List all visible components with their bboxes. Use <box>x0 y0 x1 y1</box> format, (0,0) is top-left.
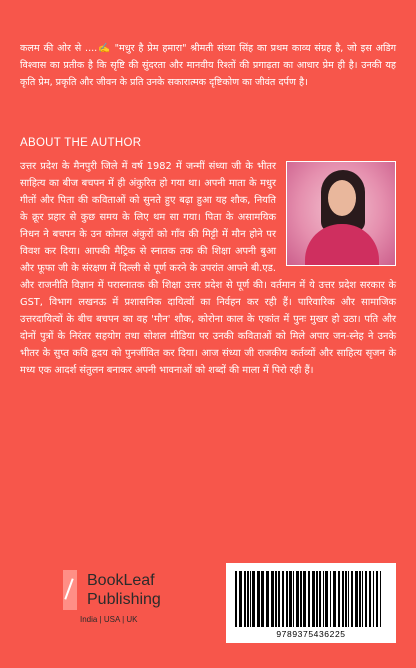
barcode-bar <box>271 571 274 627</box>
barcode-bar <box>369 571 371 627</box>
barcode-bar <box>362 571 363 627</box>
barcode-bar <box>348 571 349 627</box>
barcode-bar <box>286 571 288 627</box>
barcode-bar <box>266 571 269 627</box>
barcode-bar <box>338 571 340 627</box>
barcode-bar <box>257 571 260 627</box>
barcode-bar <box>293 571 294 627</box>
author-photo-face <box>328 180 356 216</box>
barcode-bar <box>316 571 318 627</box>
isbn-number: 9789375436225 <box>276 629 346 639</box>
barcode-bar <box>319 571 321 627</box>
barcode-bar <box>342 571 344 627</box>
foreword-text: कलम की ओर से ....✍️ "मधुर है प्रेम हमारा" श्रीमती संध्या सिंह का प्रथम काव्य संग्रह है, जो इस अडिग विश्वास का प्रतीक है कि सृष्टि की सुंदरता और मानवीय रिश्तों की प्रगाढ़ता का आधार प्रेम ही है। उनकी यह कृति प्रेम, प्रकृति और जीवन के प्रति उनके सकारात्मक दृष्टिकोण का जीवंत दर्पण है। <box>20 43 396 88</box>
barcode-bar <box>244 571 246 627</box>
publisher-name <box>87 571 161 609</box>
barcode-bar <box>300 571 302 627</box>
barcode-bar <box>296 571 299 627</box>
barcode-bar <box>303 571 306 627</box>
barcode-bar <box>323 571 324 627</box>
barcode-bar <box>345 571 347 627</box>
barcode-bar <box>365 571 367 627</box>
barcode-bar <box>239 571 242 627</box>
publisher-logo-mark-icon <box>63 570 77 610</box>
barcode-bar <box>325 571 328 627</box>
barcode-bar <box>289 571 292 627</box>
barcode-bar <box>235 571 237 627</box>
publisher-name-line1: BookLeaf <box>87 572 155 589</box>
barcode-bar <box>376 571 378 627</box>
author-photo <box>286 161 396 266</box>
publisher-name-line2: Publishing <box>87 591 161 608</box>
barcode <box>226 563 396 643</box>
barcode-bar <box>333 571 336 627</box>
barcode-bar <box>355 571 358 627</box>
barcode-bar <box>278 571 280 627</box>
barcode-bar <box>359 571 361 627</box>
author-bio <box>20 158 396 379</box>
barcode-bar <box>351 571 353 627</box>
barcode-bar <box>380 571 381 627</box>
barcode-bars <box>235 571 387 627</box>
barcode-bar <box>252 571 255 627</box>
barcode-bar <box>247 571 249 627</box>
author-photo-body <box>305 224 379 266</box>
publisher-locations: India | USA | UK <box>80 615 138 624</box>
barcode-bar <box>282 571 284 627</box>
barcode-bar <box>330 571 331 627</box>
barcode-bar <box>275 571 277 627</box>
barcode-bar <box>312 571 315 627</box>
author-bio-text: उत्तर प्रदेश के मैनपुरी जिले में वर्ष 1982 में जन्मीं संध्या जी के भीतर साहित्य का बीज बचपन में ही अंकुरित हो गया था। अपनी माता के मधुर गीतों और पिता की कविताओं को सुनते हुए बढ़ा हुआ यह शौक, नियति के क्रूर प्रहार से कुछ समय के लिए थम सा गया। पिता के असामयिक निधन ने बचपन के उन कोमल अंकुरों को गाँव की मिट्टी में मौन होने पर विवश कर दिया। आपकी मैट्रिक से स्नातक तक की शिक्षा अपनी बुआ और फूफा जी के संरक्षण में दिल्ली से पूर्ण करने के उपरांत आपने बी.एड. और राजनीति विज्ञान में परास्नातक की शिक्षा उत्तर प्रदेश से पूर्ण की। वर्तमान में ये उत्तर प्रदेश सरकार के GST, विभाग लखनऊ में प्रशासनिक दायित्वों का निर्वहन कर रही हैं। पारिवारिक और सामाजिक उत्तरदायित्वों के बीच बचपन का वह 'मौन' शौक, कोरोना काल के एकांत में पुनः मुखर हो उठा। पति और दोनों पुत्रों के निरंतर सहयोग तथा सोशल मीडिया पर उनकी कविताओं को मिले अपार जन-स्नेह ने उनके भीतर के सुप्त कवि हृदय को पुनर्जीवित कर दिया। आज संध्या जी राजकीय कर्तव्यों और साहित्य सृजन के मध्य एक आदर्श संतुलन बनाकर अपनी भावनाओं को शब्दों की माला में पिरो रही हैं। <box>20 161 396 376</box>
barcode-bar <box>261 571 264 627</box>
barcode-bar <box>373 571 374 627</box>
barcode-bar <box>250 571 251 627</box>
publisher-logo <box>63 570 161 610</box>
barcode-bar <box>308 571 310 627</box>
about-author-heading: ABOUT THE AUTHOR <box>20 137 142 149</box>
